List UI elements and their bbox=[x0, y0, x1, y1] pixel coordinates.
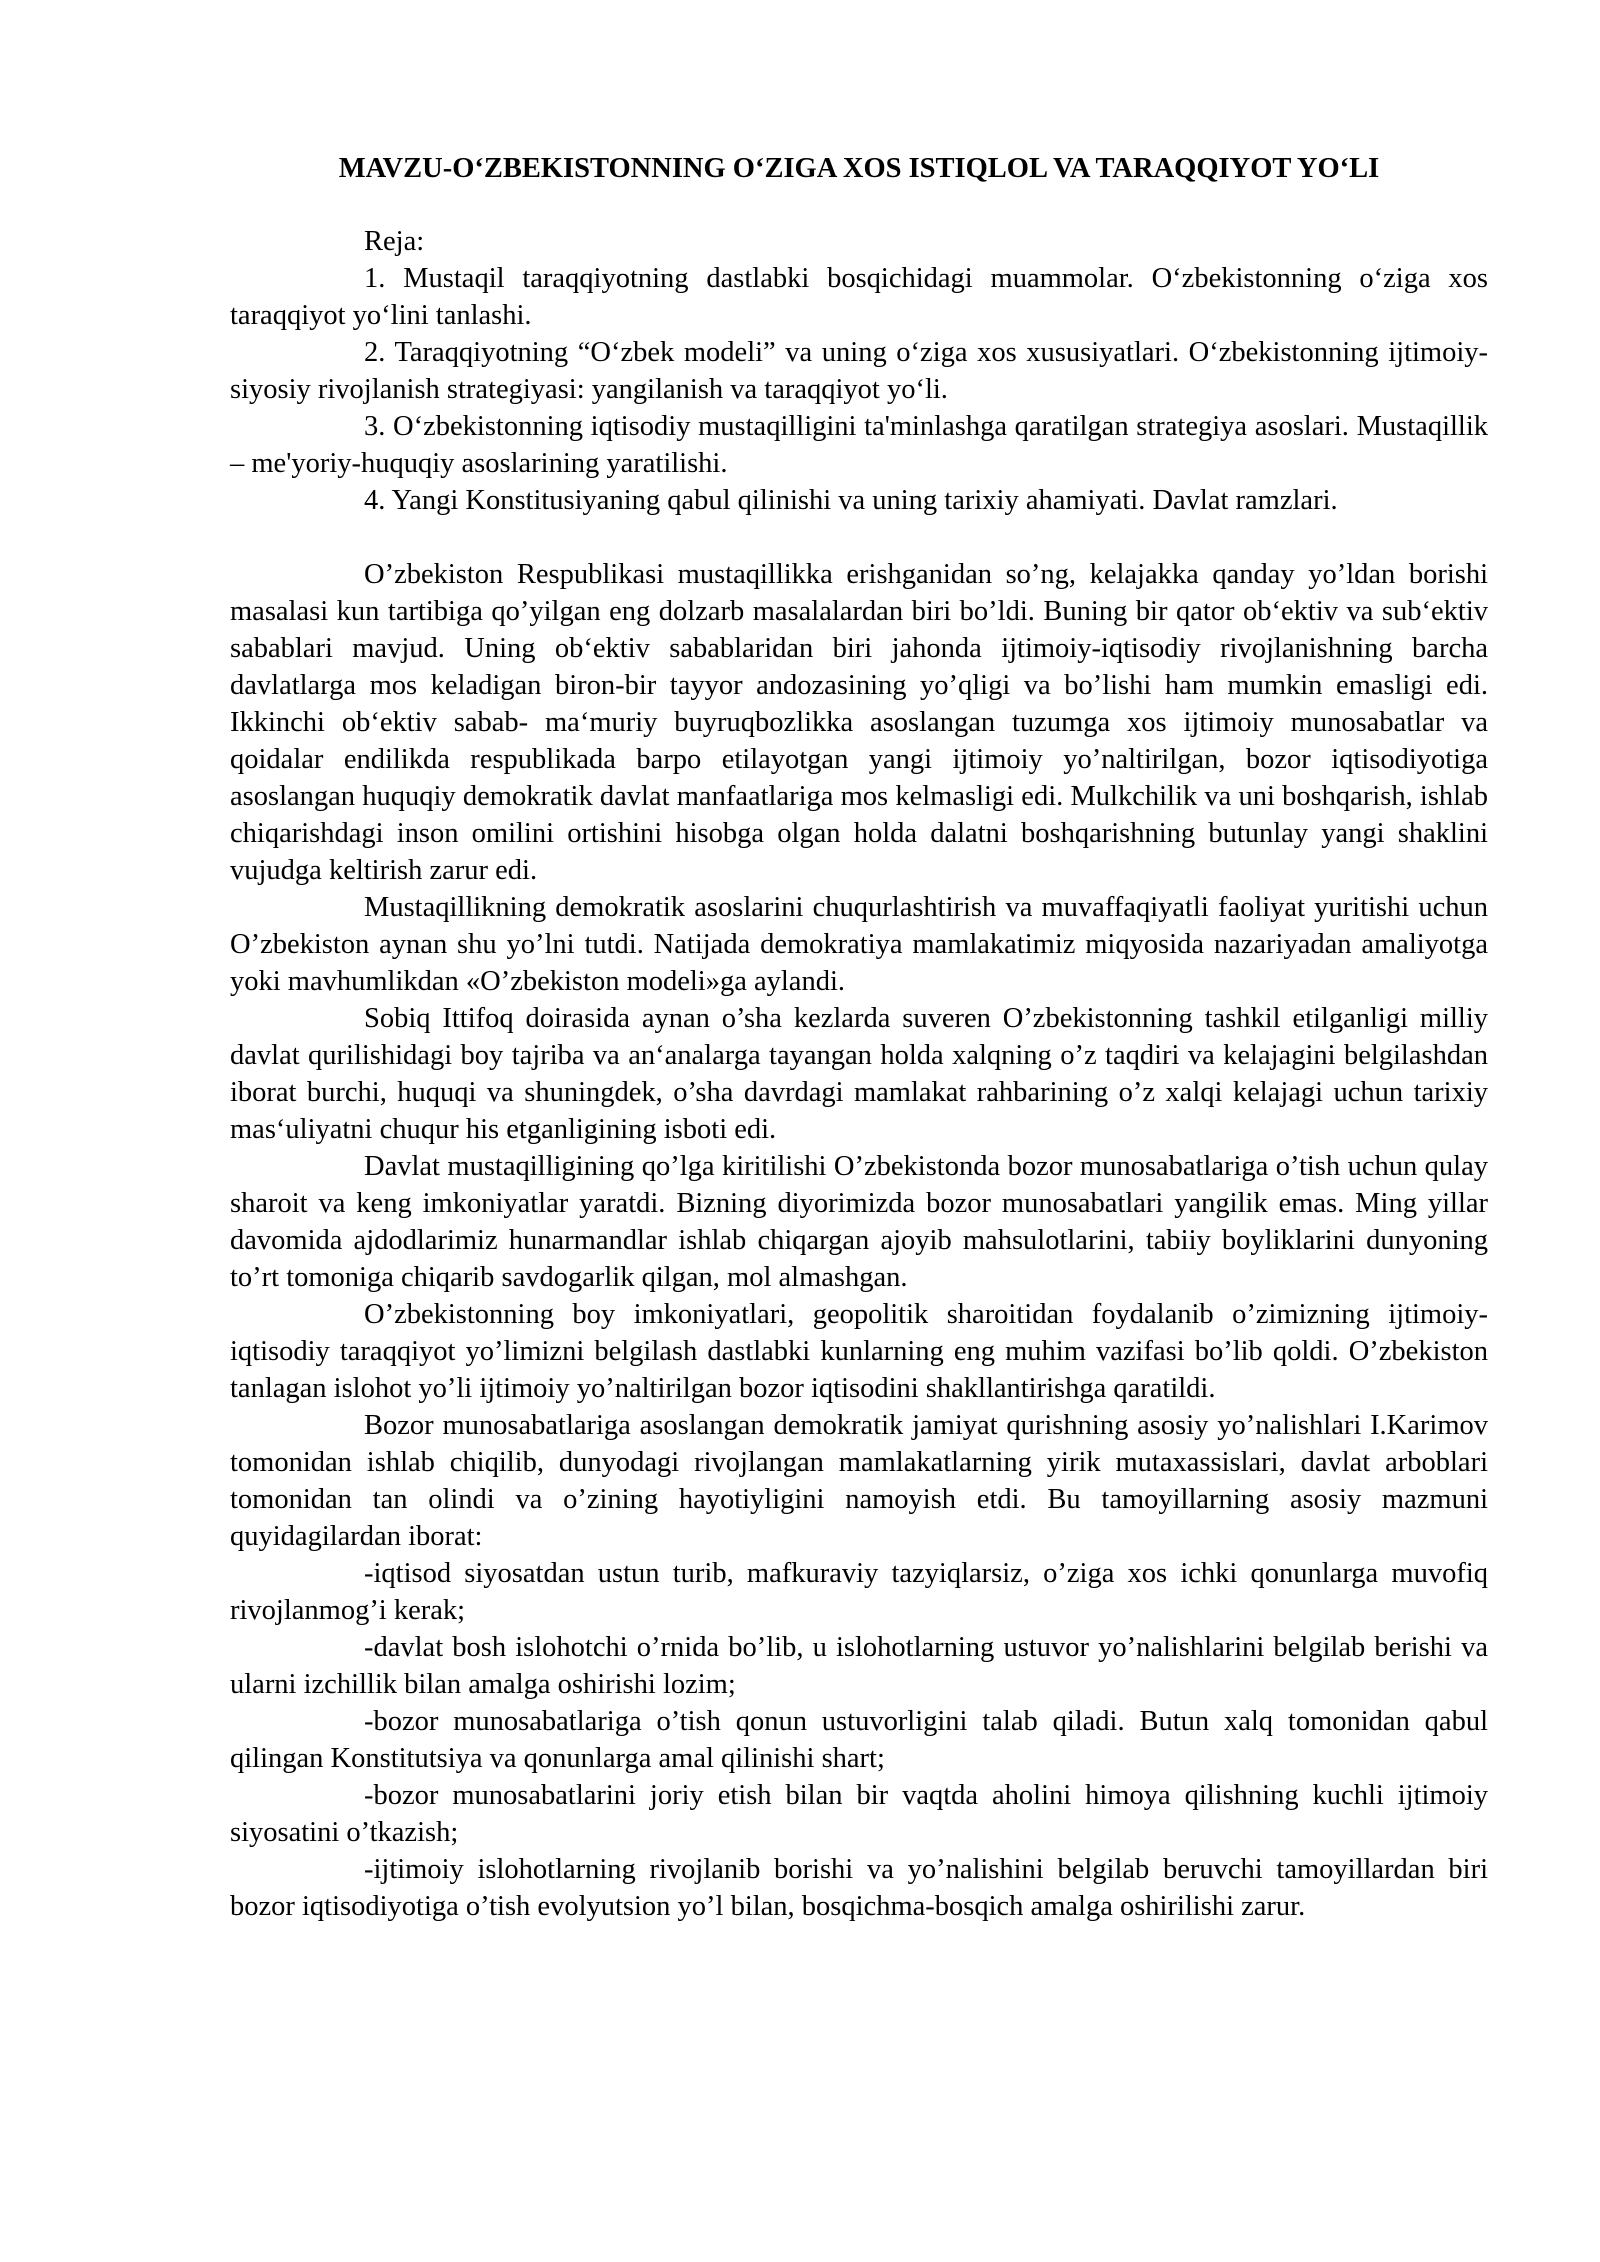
principle-item: -iqtisod siyosatdan ustun turib, mafkuraviy tazyiqlarsiz, o’ziga xos ichki qonunlarga muvofiq rivojlanmog’i kerak; bbox=[230, 1558, 1488, 1626]
plan-item: 4. Yangi Konstitusiyaning qabul qilinishi va uning tarixiy ahamiyati. Davlat ramzlari. bbox=[364, 485, 1338, 516]
body-paragraph: O’zbekistonning boy imkoniyatlari, geopolitik sharoitidan foydalanib o’zimizning ijtimoiy-iqtisodiy taraqqiyot yo’limizni belgilash dastlabki kunlarning eng muhim vazifasi bo’lib qoldi. O’zbekiston tanlagan islohot yo’li ijtimoiy yo’naltirilgan bozor iqtisodini shakllantirishga qaratildi. bbox=[230, 1299, 1488, 1404]
body-paragraph: Sobiq Ittifoq doirasida aynan o’sha kezlarda suveren O’zbekistonning tashkil etilganligi milliy davlat qurilishidagi boy tajriba va an‘analarga tayangan holda xalqning o’z taqdiri va kelajagini belgilashdan iborat burchi, huquqi va shuningdek, o’sha davrdagi mamlakat rahbarining o’z xalqi kelajagi uchun tarixiy mas‘uliyatni chuqur his etganligining isboti edi. bbox=[230, 1003, 1488, 1145]
body-paragraph: Bozor munosabatlariga asoslangan demokratik jamiyat qurishning asosiy yo’nalishlari I.Karimov tomonidan ishlab chiqilib, dunyodagi rivojlangan mamlakatlarning yirik mutaxassislari, davlat arboblari tomonidan tan olindi va o’zining hayotiyligini namoyish etdi. Bu tamoyillarning asosiy mazmuni quyidagilardan iborat: bbox=[230, 1410, 1488, 1552]
spacer bbox=[230, 519, 1488, 556]
plan-item: 2. Taraqqiyotning “O‘zbek modeli” va uning o‘ziga xos xususiyatlari. O‘zbekistonning ijtimoiy-siyosiy rivojlanish strategiyasi: yangilanish va taraqqiyot yo‘li. bbox=[230, 337, 1488, 405]
principle-item: -bozor munosabatlariga o’tish qonun ustuvorligini talab qiladi. Butun xalq tomonidan qabul qilingan Konstitutsiya va qonunlarga amal qilinishi shart; bbox=[230, 1706, 1488, 1774]
principle-item: -ijtimoiy islohotlarning rivojlanib borishi va yo’nalishini belgilab beruvchi tamoyillardan biri bozor iqtisodiyotiga o’tish evolyutsion yo’l bilan, bosqichma-bosqich amalga oshirilishi zarur. bbox=[230, 1854, 1488, 1922]
body-paragraph: O’zbekiston Respublikasi mustaqillikka erishganidan so’ng, kelajakka qanday yo’ldan borishi masalasi kun tartibiga qo’yilgan eng dolzarb masalalardan biri bo’ldi. Buning bir qator ob‘ektiv va sub‘ektiv sabablari mavjud. Uning ob‘ektiv sabablaridan biri jahonda ijtimoiy-iqtisodiy rivojlanishning barcha davlatlarga mos keladigan biron-bir tayyor andozasining yo’qligi va bo’lishi ham mumkin emasligi edi. Ikkinchi ob‘ektiv sabab- ma‘muriy buyruqbozlikka asoslangan tuzumga xos ijtimoiy munosabatlar va qoidalar endilikda respublikada barpo etilayotgan yangi ijtimoiy yo’naltirilgan, bozor iqtisodiyotiga asoslangan huquqiy demokratik davlat manfaatlariga mos kelmasligi edi. Mulkchilik va uni boshqarish, ishlab chiqarishdagi inson omilini ortishini hisobga olgan holda dalatni boshqarishning butunlay yangi shaklini vujudga keltirish zarur edi. bbox=[230, 559, 1488, 886]
principle-item: -davlat bosh islohotchi o’rnida bo’lib, u islohotlarning ustuvor yo’nalishlarini belgilab berishi va ularni izchillik bilan amalga oshirishi lozim; bbox=[230, 1632, 1488, 1700]
document-page bbox=[230, 150, 1488, 1925]
plan-item: 1. Mustaqil taraqqiyotning dastlabki bosqichidagi muammolar. O‘zbekistonning o‘ziga xos taraqqiyot yo‘lini tanlashi. bbox=[230, 263, 1488, 331]
body-paragraph: Mustaqillikning demokratik asoslarini chuqurlashtirish va muvaffaqiyatli faoliyat yuritishi uchun O’zbekiston aynan shu yo’lni tutdi. Natijada demokratiya mamlakatimiz miqyosida nazariyadan amaliyotga yoki mavhumlikdan «O’zbekiston modeli»ga aylandi. bbox=[230, 892, 1488, 997]
document-title: MAVZU-O‘ZBEKISTONNING O‘ZIGA XOS ISTIQLOL VA TARAQQIYOT YO‘LI bbox=[338, 153, 1380, 184]
plan-label: Reja: bbox=[364, 226, 425, 257]
body-paragraph: Davlat mustaqilligining qo’lga kiritilishi O’zbekistonda bozor munosabatlariga o’tish uchun qulay sharoit va keng imkoniyatlar yaratdi. Bizning diyorimizda bozor munosabatlari yangilik emas. Ming yillar davomida ajdodlarimiz hunarmandlar ishlab chiqargan ajoyib mahsulotlarini, tabiiy boyliklarini dunyoning to’rt tomoniga chiqarib savdogarlik qilgan, mol almashgan. bbox=[230, 1151, 1488, 1293]
plan-item: 3. O‘zbekistonning iqtisodiy mustaqilligini ta'minlashga qaratilgan strategiya asoslari. Mustaqillik – me'yoriy-huquqiy asoslarining yaratilishi. bbox=[230, 411, 1488, 479]
principle-item: -bozor munosabatlarini joriy etish bilan bir vaqtda aholini himoya qilishning kuchli ijtimoiy siyosatini o’tkazish; bbox=[230, 1780, 1488, 1848]
